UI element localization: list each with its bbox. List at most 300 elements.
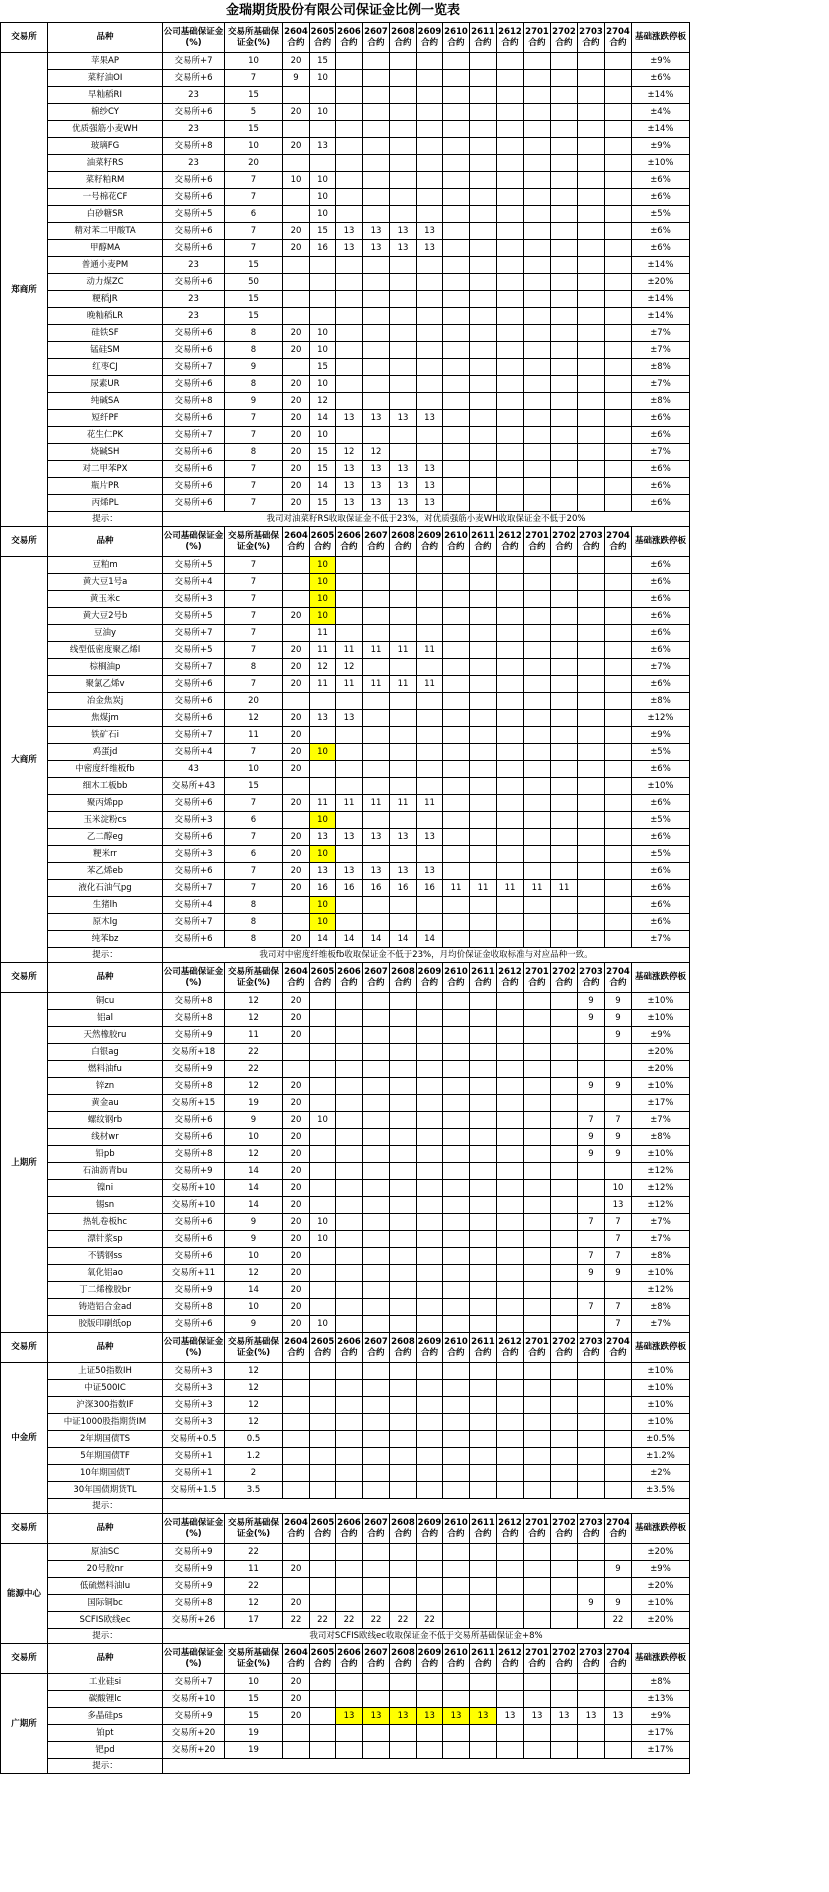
contract-cell bbox=[336, 1742, 363, 1759]
contract-cell bbox=[605, 693, 632, 710]
contract-cell bbox=[578, 846, 605, 863]
column-header: 2606合约 bbox=[336, 963, 363, 993]
contract-cell bbox=[470, 1674, 497, 1691]
contract-cell bbox=[578, 693, 605, 710]
contract-cell bbox=[283, 557, 310, 574]
contract-cell bbox=[363, 274, 390, 291]
table-row bbox=[1, 1027, 690, 1044]
contract-cell bbox=[551, 427, 578, 444]
company-margin-cell: 交易所+9 bbox=[163, 1163, 225, 1180]
table-row bbox=[1, 257, 690, 274]
price-limit-cell: ±1.2% bbox=[632, 1448, 690, 1465]
contract-cell: 10 bbox=[310, 189, 336, 206]
contract-cell: 20 bbox=[283, 325, 310, 342]
variety-cell: 中证1000股指期货IM bbox=[48, 1414, 163, 1431]
contract-cell bbox=[524, 393, 551, 410]
contract-cell: 13 bbox=[578, 1708, 605, 1725]
table-row bbox=[1, 778, 690, 795]
contract-cell bbox=[578, 240, 605, 257]
contract-cell bbox=[524, 1078, 551, 1095]
table-row bbox=[1, 223, 690, 240]
table-row bbox=[1, 693, 690, 710]
table-row bbox=[1, 206, 690, 223]
contract-cell bbox=[283, 206, 310, 223]
contract-cell bbox=[551, 308, 578, 325]
contract-cell bbox=[605, 410, 632, 427]
contract-cell bbox=[310, 1397, 336, 1414]
contract-cell bbox=[336, 1163, 363, 1180]
contract-cell: 9 bbox=[605, 1010, 632, 1027]
contract-cell bbox=[497, 693, 524, 710]
contract-cell: 20 bbox=[283, 659, 310, 676]
contract-cell bbox=[497, 625, 524, 642]
contract-cell bbox=[551, 608, 578, 625]
contract-cell bbox=[605, 1363, 632, 1380]
contract-cell bbox=[605, 223, 632, 240]
contract-cell bbox=[310, 1299, 336, 1316]
column-header: 2609合约 bbox=[417, 1514, 443, 1544]
price-limit-cell: ±20% bbox=[632, 1544, 690, 1561]
contract-cell bbox=[497, 1612, 524, 1629]
variety-cell: 10年期国债T bbox=[48, 1465, 163, 1482]
contract-cell bbox=[390, 993, 417, 1010]
company-margin-cell: 交易所+6 bbox=[163, 172, 225, 189]
contract-cell bbox=[443, 274, 470, 291]
contract-cell bbox=[310, 1544, 336, 1561]
contract-cell bbox=[470, 608, 497, 625]
contract-cell bbox=[336, 693, 363, 710]
contract-cell bbox=[336, 1146, 363, 1163]
exchange-margin-cell: 9 bbox=[225, 1112, 283, 1129]
contract-cell bbox=[310, 1095, 336, 1112]
contract-cell: 20 bbox=[283, 676, 310, 693]
contract-cell bbox=[524, 829, 551, 846]
table-row bbox=[1, 1231, 690, 1248]
exchange-margin-cell: 7 bbox=[225, 642, 283, 659]
contract-cell bbox=[497, 574, 524, 591]
column-header: 2701合约 bbox=[524, 1644, 551, 1674]
contract-cell bbox=[363, 1578, 390, 1595]
contract-cell bbox=[524, 1146, 551, 1163]
contract-cell bbox=[551, 291, 578, 308]
contract-cell: 14 bbox=[310, 410, 336, 427]
contract-cell bbox=[417, 291, 443, 308]
contract-cell bbox=[417, 325, 443, 342]
header-row bbox=[1, 1333, 690, 1363]
price-limit-cell: ±5% bbox=[632, 812, 690, 829]
company-margin-cell: 交易所+18 bbox=[163, 1044, 225, 1061]
contract-cell: 11 bbox=[363, 676, 390, 693]
contract-cell bbox=[551, 914, 578, 931]
contract-cell bbox=[605, 342, 632, 359]
contract-cell bbox=[417, 53, 443, 70]
contract-cell bbox=[417, 274, 443, 291]
contract-cell bbox=[605, 914, 632, 931]
exchange-margin-cell: 14 bbox=[225, 1180, 283, 1197]
contract-cell bbox=[390, 1027, 417, 1044]
contract-cell bbox=[605, 1095, 632, 1112]
contract-cell bbox=[578, 727, 605, 744]
contract-cell bbox=[578, 863, 605, 880]
column-header: 2611合约 bbox=[470, 1514, 497, 1544]
company-margin-cell: 交易所+6 bbox=[163, 325, 225, 342]
contract-cell bbox=[470, 1214, 497, 1231]
contract-cell bbox=[551, 138, 578, 155]
column-header: 交易所基础保证金(%) bbox=[225, 1333, 283, 1363]
contract-cell bbox=[283, 1544, 310, 1561]
contract-cell: 20 bbox=[283, 761, 310, 778]
contract-cell bbox=[417, 87, 443, 104]
price-limit-cell: ±9% bbox=[632, 1561, 690, 1578]
company-margin-cell: 交易所+3 bbox=[163, 1380, 225, 1397]
contract-cell: 9 bbox=[578, 1146, 605, 1163]
company-margin-cell: 交易所+7 bbox=[163, 880, 225, 897]
company-margin-cell: 交易所+7 bbox=[163, 914, 225, 931]
contract-cell bbox=[524, 1482, 551, 1499]
contract-cell bbox=[524, 104, 551, 121]
price-limit-cell: ±12% bbox=[632, 710, 690, 727]
price-limit-cell: ±8% bbox=[632, 693, 690, 710]
contract-cell: 13 bbox=[336, 240, 363, 257]
contract-cell: 10 bbox=[310, 104, 336, 121]
contract-cell: 13 bbox=[336, 223, 363, 240]
variety-cell: 硅铁SF bbox=[48, 325, 163, 342]
exchange-margin-cell: 7 bbox=[225, 189, 283, 206]
contract-cell bbox=[363, 727, 390, 744]
variety-cell: 早籼稻RI bbox=[48, 87, 163, 104]
table-row bbox=[1, 1112, 690, 1129]
contract-cell bbox=[443, 427, 470, 444]
contract-cell bbox=[363, 1027, 390, 1044]
contract-cell bbox=[363, 53, 390, 70]
contract-cell bbox=[551, 1448, 578, 1465]
column-header: 基础涨跌停板 bbox=[632, 23, 690, 53]
contract-cell bbox=[470, 393, 497, 410]
contract-cell: 20 bbox=[283, 1674, 310, 1691]
exchange-margin-cell: 9 bbox=[225, 1214, 283, 1231]
note-text bbox=[163, 1759, 690, 1774]
price-limit-cell: ±8% bbox=[632, 393, 690, 410]
contract-cell bbox=[605, 1725, 632, 1742]
company-margin-cell: 交易所+7 bbox=[163, 359, 225, 376]
price-limit-cell: ±8% bbox=[632, 359, 690, 376]
contract-cell bbox=[443, 393, 470, 410]
contract-cell bbox=[551, 1482, 578, 1499]
contract-cell: 11 bbox=[443, 880, 470, 897]
note-label: 提示： bbox=[48, 1499, 163, 1514]
contract-cell bbox=[390, 1414, 417, 1431]
contract-cell bbox=[578, 1197, 605, 1214]
contract-cell bbox=[443, 172, 470, 189]
contract-cell bbox=[336, 1214, 363, 1231]
contract-cell bbox=[417, 710, 443, 727]
contract-cell bbox=[524, 53, 551, 70]
contract-cell bbox=[497, 846, 524, 863]
contract-cell bbox=[390, 1674, 417, 1691]
table-row bbox=[1, 846, 690, 863]
contract-cell bbox=[605, 325, 632, 342]
variety-cell: 白银ag bbox=[48, 1044, 163, 1061]
contract-cell bbox=[605, 557, 632, 574]
contract-cell bbox=[470, 931, 497, 948]
contract-cell bbox=[417, 812, 443, 829]
table-row bbox=[1, 291, 690, 308]
table-row bbox=[1, 829, 690, 846]
table-row bbox=[1, 1397, 690, 1414]
contract-cell bbox=[443, 931, 470, 948]
contract-cell bbox=[443, 1214, 470, 1231]
exchange-margin-cell: 20 bbox=[225, 155, 283, 172]
contract-cell bbox=[443, 625, 470, 642]
contract-cell bbox=[417, 591, 443, 608]
contract-cell: 14 bbox=[310, 931, 336, 948]
exchange-margin-cell: 12 bbox=[225, 1010, 283, 1027]
contract-cell: 13 bbox=[470, 1708, 497, 1725]
contract-cell bbox=[470, 1197, 497, 1214]
contract-cell bbox=[417, 308, 443, 325]
contract-cell: 13 bbox=[605, 1708, 632, 1725]
contract-cell bbox=[551, 727, 578, 744]
exchange-margin-cell: 17 bbox=[225, 1612, 283, 1629]
contract-cell bbox=[578, 1180, 605, 1197]
variety-cell: 原木lg bbox=[48, 914, 163, 931]
price-limit-cell: ±6% bbox=[632, 591, 690, 608]
contract-cell bbox=[551, 495, 578, 512]
price-limit-cell: ±20% bbox=[632, 1044, 690, 1061]
table-row bbox=[1, 393, 690, 410]
contract-cell bbox=[605, 1044, 632, 1061]
table-row bbox=[1, 1316, 690, 1333]
column-header: 公司基础保证金(%) bbox=[163, 1644, 225, 1674]
company-margin-cell: 交易所+6 bbox=[163, 1112, 225, 1129]
contract-cell bbox=[551, 1380, 578, 1397]
contract-cell bbox=[497, 1061, 524, 1078]
contract-cell bbox=[310, 1363, 336, 1380]
contract-cell bbox=[363, 1129, 390, 1146]
contract-cell bbox=[390, 427, 417, 444]
column-header: 2608合约 bbox=[390, 1333, 417, 1363]
exchange-margin-cell: 8 bbox=[225, 897, 283, 914]
price-limit-cell: ±0.5% bbox=[632, 1431, 690, 1448]
contract-cell bbox=[443, 761, 470, 778]
contract-cell bbox=[363, 1674, 390, 1691]
exchange-margin-cell: 50 bbox=[225, 274, 283, 291]
contract-cell: 20 bbox=[283, 138, 310, 155]
contract-cell: 13 bbox=[605, 1197, 632, 1214]
contract-cell: 14 bbox=[390, 931, 417, 948]
contract-cell bbox=[363, 1465, 390, 1482]
variety-cell: 黄金au bbox=[48, 1095, 163, 1112]
variety-cell: 20号胶nr bbox=[48, 1561, 163, 1578]
company-margin-cell: 23 bbox=[163, 121, 225, 138]
price-limit-cell: ±10% bbox=[632, 1363, 690, 1380]
contract-cell: 13 bbox=[336, 461, 363, 478]
table-row bbox=[1, 121, 690, 138]
contract-cell bbox=[443, 1691, 470, 1708]
contract-cell bbox=[524, 1674, 551, 1691]
variety-cell: 菜籽粕RM bbox=[48, 172, 163, 189]
contract-cell bbox=[470, 1248, 497, 1265]
contract-cell bbox=[390, 744, 417, 761]
contract-cell: 20 bbox=[283, 410, 310, 427]
contract-cell bbox=[524, 1414, 551, 1431]
contract-cell bbox=[283, 274, 310, 291]
contract-cell bbox=[310, 1448, 336, 1465]
contract-cell bbox=[524, 1027, 551, 1044]
contract-cell: 9 bbox=[578, 1265, 605, 1282]
contract-cell bbox=[524, 1397, 551, 1414]
contract-cell: 13 bbox=[363, 495, 390, 512]
contract-cell bbox=[443, 325, 470, 342]
contract-cell: 20 bbox=[283, 931, 310, 948]
table-row bbox=[1, 495, 690, 512]
contract-cell bbox=[390, 70, 417, 87]
variety-cell: 黄大豆2号b bbox=[48, 608, 163, 625]
contract-cell bbox=[578, 206, 605, 223]
contract-cell: 20 bbox=[283, 1248, 310, 1265]
contract-cell bbox=[363, 70, 390, 87]
contract-cell bbox=[605, 70, 632, 87]
contract-cell bbox=[363, 1397, 390, 1414]
contract-cell: 12 bbox=[310, 659, 336, 676]
contract-cell bbox=[551, 223, 578, 240]
variety-cell: 碳酸锂lc bbox=[48, 1691, 163, 1708]
contract-cell bbox=[551, 1544, 578, 1561]
table-row bbox=[1, 444, 690, 461]
exchange-margin-cell: 8 bbox=[225, 931, 283, 948]
contract-cell bbox=[390, 121, 417, 138]
contract-cell bbox=[443, 1146, 470, 1163]
contract-cell bbox=[390, 53, 417, 70]
contract-cell bbox=[390, 1180, 417, 1197]
contract-cell bbox=[390, 206, 417, 223]
price-limit-cell: ±13% bbox=[632, 1691, 690, 1708]
contract-cell bbox=[417, 257, 443, 274]
variety-cell: 线材wr bbox=[48, 1129, 163, 1146]
contract-cell bbox=[497, 727, 524, 744]
contract-cell bbox=[443, 1674, 470, 1691]
contract-cell bbox=[390, 1544, 417, 1561]
contract-cell bbox=[443, 1010, 470, 1027]
table-row bbox=[1, 410, 690, 427]
contract-cell bbox=[524, 1265, 551, 1282]
contract-cell bbox=[283, 121, 310, 138]
contract-cell bbox=[524, 744, 551, 761]
contract-cell bbox=[551, 829, 578, 846]
exchange-margin-cell: 10 bbox=[225, 1129, 283, 1146]
contract-cell bbox=[578, 1561, 605, 1578]
price-limit-cell: ±17% bbox=[632, 1095, 690, 1112]
price-limit-cell: ±3.5% bbox=[632, 1482, 690, 1499]
contract-cell bbox=[551, 70, 578, 87]
contract-cell: 20 bbox=[283, 1197, 310, 1214]
variety-cell: 黄大豆1号a bbox=[48, 574, 163, 591]
table-row bbox=[1, 325, 690, 342]
contract-cell bbox=[363, 591, 390, 608]
contract-cell bbox=[497, 206, 524, 223]
contract-cell bbox=[336, 1231, 363, 1248]
contract-cell bbox=[336, 625, 363, 642]
contract-cell bbox=[497, 308, 524, 325]
contract-cell bbox=[283, 1363, 310, 1380]
contract-cell bbox=[497, 608, 524, 625]
header-row bbox=[1, 1644, 690, 1674]
contract-cell bbox=[551, 795, 578, 812]
contract-cell bbox=[443, 359, 470, 376]
contract-cell bbox=[551, 1691, 578, 1708]
contract-cell: 10 bbox=[310, 1112, 336, 1129]
contract-cell bbox=[336, 53, 363, 70]
contract-cell bbox=[578, 676, 605, 693]
contract-cell bbox=[578, 308, 605, 325]
contract-cell bbox=[443, 1363, 470, 1380]
contract-cell bbox=[363, 87, 390, 104]
contract-cell bbox=[443, 87, 470, 104]
contract-cell bbox=[417, 693, 443, 710]
contract-cell: 7 bbox=[605, 1248, 632, 1265]
contract-cell bbox=[336, 274, 363, 291]
variety-cell: 动力煤ZC bbox=[48, 274, 163, 291]
contract-cell bbox=[443, 342, 470, 359]
contract-cell bbox=[336, 1674, 363, 1691]
contract-cell bbox=[390, 1465, 417, 1482]
contract-cell bbox=[605, 846, 632, 863]
contract-cell: 13 bbox=[443, 1708, 470, 1725]
contract-cell bbox=[524, 557, 551, 574]
exchange-margin-cell: 3.5 bbox=[225, 1482, 283, 1499]
contract-cell bbox=[551, 1725, 578, 1742]
contract-cell bbox=[578, 104, 605, 121]
contract-cell: 9 bbox=[605, 1129, 632, 1146]
contract-cell bbox=[578, 574, 605, 591]
contract-cell bbox=[578, 223, 605, 240]
column-header: 2606合约 bbox=[336, 1514, 363, 1544]
contract-cell bbox=[524, 376, 551, 393]
exchange-margin-cell: 0.5 bbox=[225, 1431, 283, 1448]
contract-cell bbox=[551, 1674, 578, 1691]
contract-cell bbox=[524, 1163, 551, 1180]
company-margin-cell: 交易所+7 bbox=[163, 53, 225, 70]
contract-cell bbox=[524, 291, 551, 308]
price-limit-cell: ±12% bbox=[632, 1282, 690, 1299]
contract-cell bbox=[336, 1095, 363, 1112]
contract-cell bbox=[363, 1010, 390, 1027]
contract-cell bbox=[605, 659, 632, 676]
variety-cell: 铅pb bbox=[48, 1146, 163, 1163]
column-header: 2605合约 bbox=[310, 23, 336, 53]
column-header: 2605合约 bbox=[310, 1333, 336, 1363]
contract-cell bbox=[390, 914, 417, 931]
contract-cell bbox=[497, 427, 524, 444]
contract-cell bbox=[578, 812, 605, 829]
table-row bbox=[1, 608, 690, 625]
variety-cell: 铜cu bbox=[48, 993, 163, 1010]
contract-cell bbox=[578, 121, 605, 138]
note-row bbox=[1, 1499, 690, 1514]
contract-cell bbox=[497, 376, 524, 393]
table-row bbox=[1, 1214, 690, 1231]
table-row bbox=[1, 104, 690, 121]
exchange-margin-cell: 15 bbox=[225, 291, 283, 308]
contract-cell bbox=[336, 557, 363, 574]
contract-cell bbox=[443, 444, 470, 461]
contract-cell bbox=[578, 591, 605, 608]
column-header: 2609合约 bbox=[417, 1333, 443, 1363]
exchange-margin-cell: 10 bbox=[225, 1248, 283, 1265]
table-row bbox=[1, 642, 690, 659]
contract-cell bbox=[417, 1214, 443, 1231]
column-header: 2702合约 bbox=[551, 527, 578, 557]
